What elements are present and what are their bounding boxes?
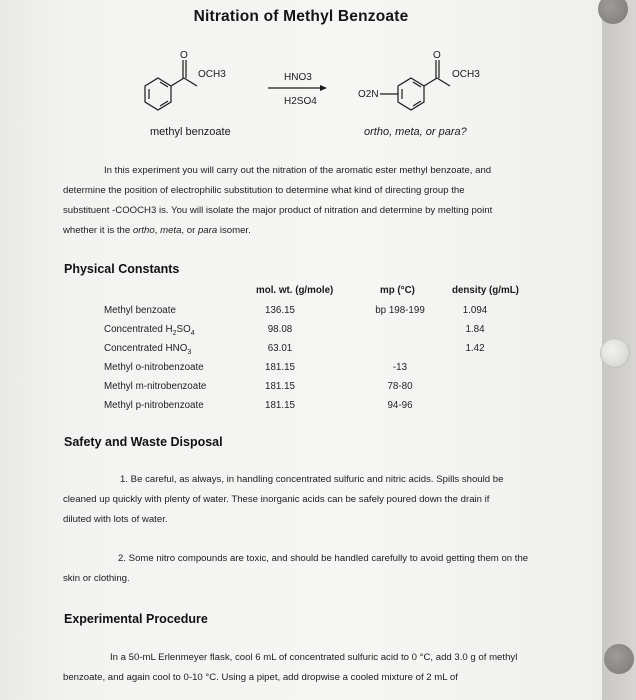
reactant-carbonyl-oxygen: O <box>180 50 188 61</box>
intro-meta: meta <box>160 225 182 236</box>
row-density: 1.094 <box>462 305 488 316</box>
intro-line-2: determine the position of electrophilic substitution to determine what kind of directing group the <box>63 185 465 196</box>
binder-hole-middle <box>600 338 630 368</box>
col-header-mol-wt: mol. wt. (g/mole) <box>256 285 334 296</box>
row-mp: 78-80 <box>387 381 413 392</box>
row-name: Methyl o-nitrobenzoate <box>104 362 204 373</box>
safety-heading: Safety and Waste Disposal <box>64 435 223 449</box>
product-structure <box>380 60 450 110</box>
reactant-ester-group: OCH3 <box>198 69 226 80</box>
row-name: Methyl benzoate <box>104 305 176 316</box>
row-mw: 136.15 <box>265 305 295 316</box>
safety-p1-line-2: cleaned up quickly with plenty of water. These inorganic acids can be safely poured down the drain if <box>63 494 490 505</box>
intro-line-4-end: isomer. <box>217 225 251 236</box>
row-name: Concentrated $HNO_3$ <box>104 343 192 356</box>
reagent-sulfuric-acid: H2SO4 <box>284 96 317 107</box>
row-mw: 98.08 <box>267 324 293 335</box>
reactant-label: methyl benzoate <box>150 126 231 138</box>
safety-p1-line-3: diluted with lots of water. <box>63 514 168 525</box>
intro-line-3: substituent -COOCH3 is. You will isolate the major product of nitration and determine by melting point <box>63 205 493 216</box>
intro-sep-2: , or <box>181 225 198 236</box>
col-header-mp: mp (°C) <box>380 285 415 296</box>
safety-p2-line-2: skin or clothing. <box>63 573 130 584</box>
reagent-nitric-acid: HNO3 <box>284 72 312 83</box>
row-density: 1.42 <box>465 343 485 354</box>
nitro-group: O2N <box>358 89 379 100</box>
row-name: Methyl m-nitrobenzoate <box>104 381 207 392</box>
intro-line-1: In this experiment you will carry out the nitration of the aromatic ester methyl benzoate, and <box>104 165 492 176</box>
intro-sep-1: , <box>154 225 161 236</box>
reaction-arrow-head <box>320 85 327 91</box>
reaction-scheme <box>0 30 602 160</box>
intro-ortho: ortho <box>132 225 155 236</box>
procedure-heading: Experimental Procedure <box>64 612 208 626</box>
row-name: Concentrated $H_2SO_4$ <box>104 324 195 337</box>
procedure-line-1: In a 50-mL Erlenmeyer flask, cool 6 mL of concentrated sulfuric acid to 0 °C, add 3.0 g of methyl <box>110 652 518 663</box>
row-mp: -13 <box>392 362 408 373</box>
row-density: 1.84 <box>465 324 485 335</box>
row-mp: bp 198-199 <box>375 305 425 316</box>
safety-p2-line-1: 2. Some nitro compounds are toxic, and should be handled carefully to avoid getting them on the <box>118 553 529 564</box>
intro-line-4-start: whether it is the <box>63 225 133 236</box>
product-ester-group: OCH3 <box>452 69 480 80</box>
row-mw: 181.15 <box>265 362 295 373</box>
procedure-line-2: benzoate, and again cool to 0-10 °C. Using a pipet, add dropwise a cooled mixture of 2 mL of <box>63 672 458 683</box>
intro-para: para <box>197 225 218 236</box>
product-label: ortho, meta, or para? <box>364 126 467 138</box>
binder-hole-bottom <box>604 644 634 674</box>
page-title: Nitration of Methyl Benzoate <box>193 8 409 25</box>
row-mw: 181.15 <box>265 381 295 392</box>
reactant-structure <box>145 60 197 110</box>
product-carbonyl-oxygen: O <box>433 50 441 61</box>
safety-p1-line-1: 1. Be careful, as always, in handling concentrated sulfuric and nitric acids. Spills should be <box>120 474 504 485</box>
row-name: Methyl p-nitrobenzoate <box>104 400 204 411</box>
row-mp: 94-96 <box>387 400 413 411</box>
row-mw: 181.15 <box>265 400 295 411</box>
row-mw: 63.01 <box>267 343 293 354</box>
physical-constants-heading: Physical Constants <box>64 262 180 276</box>
intro-line-4 <box>63 221 251 241</box>
col-header-density: density (g/mL) <box>452 285 519 296</box>
